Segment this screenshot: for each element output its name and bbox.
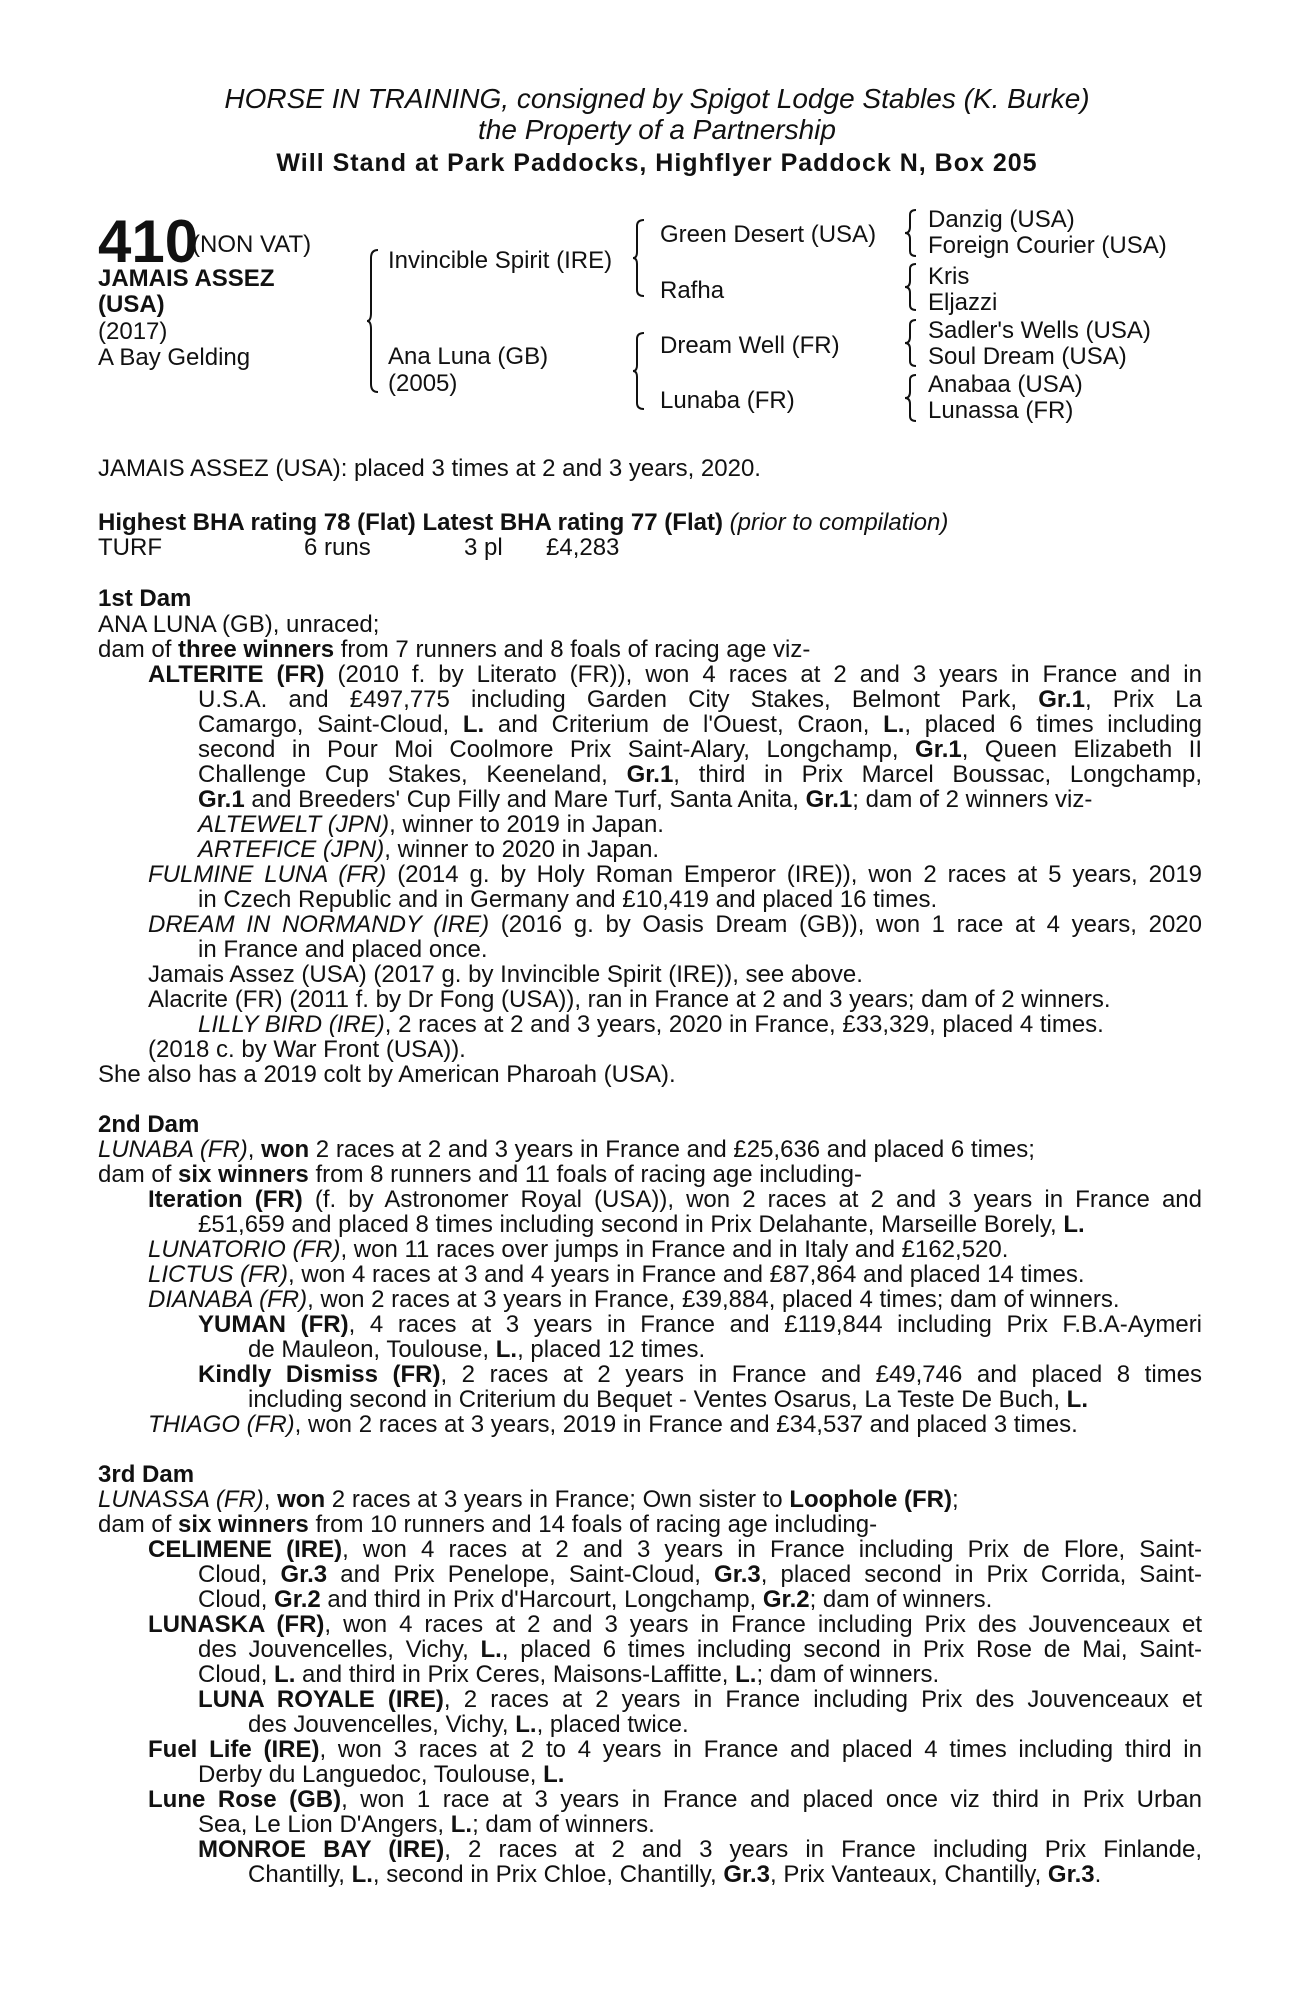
horse-name-line-2: (USA) [98, 291, 165, 318]
dam3-line: des Jouvencelles, Vichy, L., placed twice. [248, 1711, 689, 1738]
rating-runs: 6 runs [304, 534, 371, 561]
dam1-line: ALTEWELT (JPN), winner to 2019 in Japan. [198, 811, 664, 838]
section-heading: 3rd Dam [98, 1461, 195, 1488]
dam2-line: Iteration (FR) (f. by Astronomer Royal (USA)), won 2 races at 2 and 3 years in France and [148, 1186, 1203, 1213]
dam1-line: Alacrite (FR) (2011 f. by Dr Fong (USA)), ran in France at 2 and 3 years; dam of 2 winners. [148, 986, 1111, 1013]
pedigree-g3-4: Eljazzi [928, 289, 998, 316]
dam3-line: LUNASSA (FR), won 2 races at 3 years in France; Own sister to Loophole (FR); [98, 1486, 959, 1513]
pedigree-brace-dam [632, 331, 646, 411]
dam1-line: second in Pour Moi Coolmore Prix Saint-Alary, Longchamp, Gr.1, Queen Elizabeth II [198, 736, 1202, 763]
dam3-line: Sea, Le Lion D'Angers, L.; dam of winners. [198, 1811, 655, 1838]
dam1-line: ARTEFICE (JPN), winner to 2020 in Japan. [198, 836, 660, 863]
pedigree-g3-8: Lunassa (FR) [928, 397, 1074, 424]
dam2-line: LUNATORIO (FR), won 11 races over jumps in France and in Italy and £162,520. [148, 1236, 1009, 1263]
dam2-line: dam of six winners from 8 runners and 11 foals of racing age including- [98, 1161, 862, 1188]
dam1-line: Gr.1 and Breeders' Cup Filly and Mare Turf, Santa Anita, Gr.1; dam of 2 winners viz- [198, 786, 1093, 813]
dam2-line: Kindly Dismiss (FR), 2 races at 2 years in France and £49,746 and placed 8 times [198, 1361, 1203, 1388]
horse-name-line-1: JAMAIS ASSEZ [98, 265, 275, 292]
dam1-line: ANA LUNA (GB), unraced; [98, 611, 380, 638]
dam1-line: LILLY BIRD (IRE), 2 races at 2 and 3 years, 2020 in France, £33,329, placed 4 times. [198, 1011, 1104, 1038]
dam2-line: YUMAN (FR), 4 races at 3 years in France and £119,844 including Prix F.B.A-Aymeri [198, 1311, 1203, 1338]
lot-number: 410 [98, 208, 199, 275]
rating-surface: TURF [98, 534, 162, 561]
dam3-line: LUNA ROYALE (IRE), 2 races at 2 years in France including Prix des Jouvenceaux et [198, 1686, 1203, 1713]
dam1-line: dam of three winners from 7 runners and 8 foals of racing age viz- [98, 636, 811, 663]
header-line-2: the Property of a Partnership [478, 114, 836, 145]
pedigree-brace-g3 [904, 318, 918, 368]
pedigree-sire-dam: Rafha [660, 277, 725, 304]
bha-rating [98, 510, 948, 536]
dam1-line: Camargo, Saint-Cloud, L. and Criterium de l'Ouest, Craon, L., placed 6 times including [198, 711, 1203, 738]
pedigree-g3-2: Foreign Courier (USA) [928, 232, 1167, 259]
pedigree-dam: Ana Luna (GB) [388, 343, 549, 370]
dam1-line: U.S.A. and £497,775 including Garden City Stakes, Belmont Park, Gr.1, Prix La [198, 686, 1202, 713]
dam2-line: de Mauleon, Toulouse, L., placed 12 times. [248, 1336, 706, 1363]
dam2-line: DIANABA (FR), won 2 races at 3 years in France, £39,884, placed 4 times; dam of winners. [148, 1286, 1120, 1313]
dam1-line: DREAM IN NORMANDY (IRE) (2016 g. by Oasis Dream (GB)), won 1 race at 4 years, 2020 [148, 911, 1202, 938]
dam2-line: THIAGO (FR), won 2 races at 3 years, 2019 in France and £34,537 and placed 3 times. [148, 1411, 1078, 1438]
dam3-line: des Jouvencelles, Vichy, L., placed 6 times including second in Prix Rose de Mai, Saint- [198, 1636, 1202, 1663]
dam3-line: CELIMENE (IRE), won 4 races at 2 and 3 years in France including Prix de Flore, Saint- [148, 1536, 1202, 1563]
dam3-line: Cloud, Gr.3 and Prix Penelope, Saint-Cloud, Gr.3, placed second in Prix Corrida, Saint- [198, 1561, 1203, 1588]
pedigree-g3-1: Danzig (USA) [928, 206, 1075, 233]
pedigree-brace-g4 [904, 373, 918, 423]
pedigree-sire: Invincible Spirit (IRE) [388, 247, 613, 274]
pedigree-g3-7: Anabaa (USA) [928, 371, 1083, 398]
dam1-line: She also has a 2019 colt by American Pharoah (USA). [98, 1061, 676, 1088]
dam1-line: (2018 c. by War Front (USA)). [148, 1036, 466, 1063]
pedigree-dam-dam: Lunaba (FR) [660, 387, 795, 414]
dam1-line: in France and placed once. [198, 936, 488, 963]
dam3-line: Lune Rose (GB), won 1 race at 3 years in France and placed once viz third in Prix Urban [148, 1786, 1202, 1813]
race-summary: JAMAIS ASSEZ (USA): placed 3 times at 2 and 3 years, 2020. [98, 455, 761, 482]
pedigree-brace-gen1 [366, 248, 380, 394]
dam2-line: LUNABA (FR), won 2 races at 2 and 3 years in France and £25,636 and placed 6 times; [98, 1136, 1035, 1163]
vat-status: (NON VAT) [192, 231, 312, 258]
pedigree-g3-5: Sadler's Wells (USA) [928, 317, 1151, 344]
rating-earnings: £4,283 [546, 534, 620, 561]
pedigree-brace-g2 [904, 262, 918, 312]
dam3-line: LUNASKA (FR), won 4 races at 2 and 3 years in France including Prix des Jouvenceaux et [148, 1611, 1202, 1638]
section-heading: 2nd Dam [98, 1111, 200, 1138]
dam2-line: LICTUS (FR), won 4 races at 3 and 4 years in France and £87,864 and placed 14 times. [148, 1261, 1085, 1288]
pedigree-dam-year: (2005) [388, 370, 458, 397]
pedigree-brace-sire [632, 218, 646, 298]
section-heading: 1st Dam [98, 585, 192, 612]
dam3-line: Cloud, L. and third in Prix Ceres, Maisons-Laffitte, L.; dam of winners. [198, 1661, 940, 1688]
venue-line: Will Stand at Park Paddocks, Highflyer Paddock N, Box 205 [276, 149, 1038, 177]
dam2-line: £51,659 and placed 8 times including second in Prix Delahante, Marseille Borely, L. [198, 1211, 1085, 1238]
bha-rating-text: Highest BHA rating 78 (Flat) Latest BHA rating 77 (Flat) [98, 509, 723, 536]
pedigree-g3-6: Soul Dream (USA) [928, 343, 1127, 370]
dam1-line: Challenge Cup Stakes, Keeneland, Gr.1, third in Prix Marcel Boussac, Longchamp, [198, 761, 1202, 788]
rating-note: (prior to compilation) [729, 509, 949, 536]
foaling-year: (2017) [98, 318, 168, 345]
dam3-line: dam of six winners from 10 runners and 14 foals of racing age including- [98, 1511, 878, 1538]
dam1-line: in Czech Republic and in Germany and £10,419 and placed 16 times. [198, 886, 938, 913]
dam3-line: Derby du Languedoc, Toulouse, L. [198, 1761, 565, 1788]
pedigree-sire-sire: Green Desert (USA) [660, 221, 877, 248]
dam1-line: FULMINE LUNA (FR) (2014 g. by Holy Roman Emperor (IRE)), won 2 races at 5 years, 2019 [148, 861, 1203, 888]
horse-description: A Bay Gelding [98, 344, 251, 371]
dam3-line: Fuel Life (IRE), won 3 races at 2 to 4 years in France and placed 4 times including third in [148, 1736, 1202, 1763]
dam3-line: MONROE BAY (IRE), 2 races at 2 and 3 years in France including Prix Finlande, [198, 1836, 1202, 1863]
dam2-line: including second in Criterium du Bequet - Ventes Osarus, La Teste De Buch, L. [248, 1386, 1088, 1413]
pedigree-g3-3: Kris [928, 263, 970, 290]
dam1-line: ALTERITE (FR) (2010 f. by Literato (FR)), won 4 races at 2 and 3 years in France and in [148, 661, 1202, 688]
dam3-line: Cloud, Gr.2 and third in Prix d'Harcourt, Longchamp, Gr.2; dam of winners. [198, 1586, 993, 1613]
pedigree-dam-sire: Dream Well (FR) [660, 332, 840, 359]
pedigree-brace-g1 [904, 208, 918, 258]
rating-placed: 3 pl [464, 534, 503, 561]
dam3-line: Chantilly, L., second in Prix Chloe, Chantilly, Gr.3, Prix Vanteaux, Chantilly, Gr.3. [248, 1861, 1102, 1888]
header-line-1: HORSE IN TRAINING, consigned by Spigot Lodge Stables (K. Burke) [224, 83, 1090, 114]
dam1-line: Jamais Assez (USA) (2017 g. by Invincible Spirit (IRE)), see above. [148, 961, 863, 988]
